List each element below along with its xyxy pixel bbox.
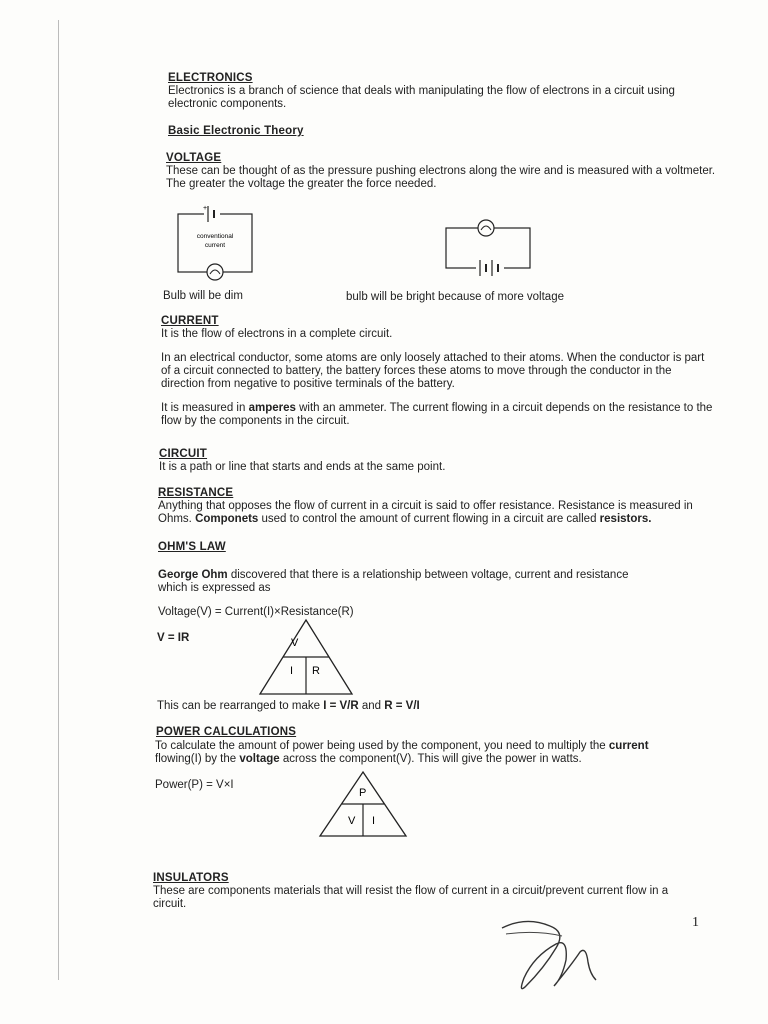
resistance-text: Anything that opposes the flow of current in a circuit is said to offer resistance. Resistance is measured in Ohms. Componets used to control the amount of current flowing in a circuit are called resistors. [158,500,693,525]
power-triangle-p: P [359,787,367,799]
signature [496,908,616,998]
voltage-text-2: The greater the voltage the greater the force needed. [166,178,437,190]
voltage-heading: VOLTAGE [166,152,222,164]
electronics-section [168,72,698,111]
power-heading: POWER CALCULATIONS [156,726,297,738]
electronics-text: Electronics is a branch of science that deals with manipulating the flow of electrons in a circuit using electronic components. [168,85,675,110]
insulators-heading: INSULATORS [153,872,229,884]
page-number: 1 [692,915,699,930]
margin-line [58,20,59,980]
circuit-text: It is a path or line that starts and ends at the same point. [159,461,446,473]
electronics-heading: ELECTRONICS [168,72,253,84]
basic-theory-heading: Basic Electronic Theory [168,125,304,137]
ohms-law-formula: Voltage(V) = Current(I)×Resistance(R) [158,606,354,618]
power-triangle-i: I [372,815,376,827]
ohms-law-text: George Ohm discovered that there is a relationship between voltage, current and resistance which is expressed as [158,569,629,594]
ohm-triangle-v: V [291,637,299,649]
current-text-1: It is the flow of electrons in a complete circuit. [161,328,393,340]
circuit-section [159,448,679,474]
power-formula: Power(P) = V×I [155,779,234,791]
power-text: To calculate the amount of power being used by the component, you need to multiply the current flowing(I) by the voltage across the component(V). This will give the power in watts. [155,740,649,765]
resistance-heading: RESISTANCE [158,487,234,499]
bright-bulb-circuit-diagram [440,214,540,286]
current-heading: CURRENT [161,315,219,327]
voltage-text-1: These can be thought of as the pressure pushing electrons along the wire and is measured with a voltmeter. [166,165,716,177]
ohms-law-triangle [256,616,356,698]
ohms-law-rearrange: This can be rearranged to make I = V/R and R = V/I [157,700,420,712]
current-text-3: It is measured in amperes with an ammeter. The current flowing in a circuit depends on the resistance to the flow by the components in the circuit. [161,402,713,427]
caption-bright-bulb: bulb will be bright because of more voltage [346,291,564,303]
voltage-section [166,152,726,191]
diagram-label-current: current [204,242,226,249]
power-triangle [316,768,410,840]
dim-bulb-circuit-diagram [170,200,260,282]
ohm-triangle-r: R [312,665,320,677]
ohms-law-short: V = IR [157,632,190,644]
diagram-label-conventional: conventional [196,233,234,240]
insulators-section [153,872,683,911]
current-section [161,315,717,428]
caption-dim-bulb: Bulb will be dim [163,290,243,302]
ohms-law-heading: OHM'S LAW [158,541,226,553]
power-triangle-v: V [348,815,356,827]
insulators-text: These are components materials that will resist the flow of current in a circuit/prevent current flow in a circuit. [153,885,669,910]
resistance-section [158,487,698,526]
current-text-2: In an electrical conductor, some atoms are only loosely attached to their atoms. When the conductor is part of a circuit connected to battery, the battery forces these atoms to move through the conductor in the direction from negative to positive terminals of the battery. [161,352,705,390]
circuit-heading: CIRCUIT [159,448,208,460]
ohm-triangle-i: I [290,665,294,677]
svg-text:+: + [203,205,208,212]
